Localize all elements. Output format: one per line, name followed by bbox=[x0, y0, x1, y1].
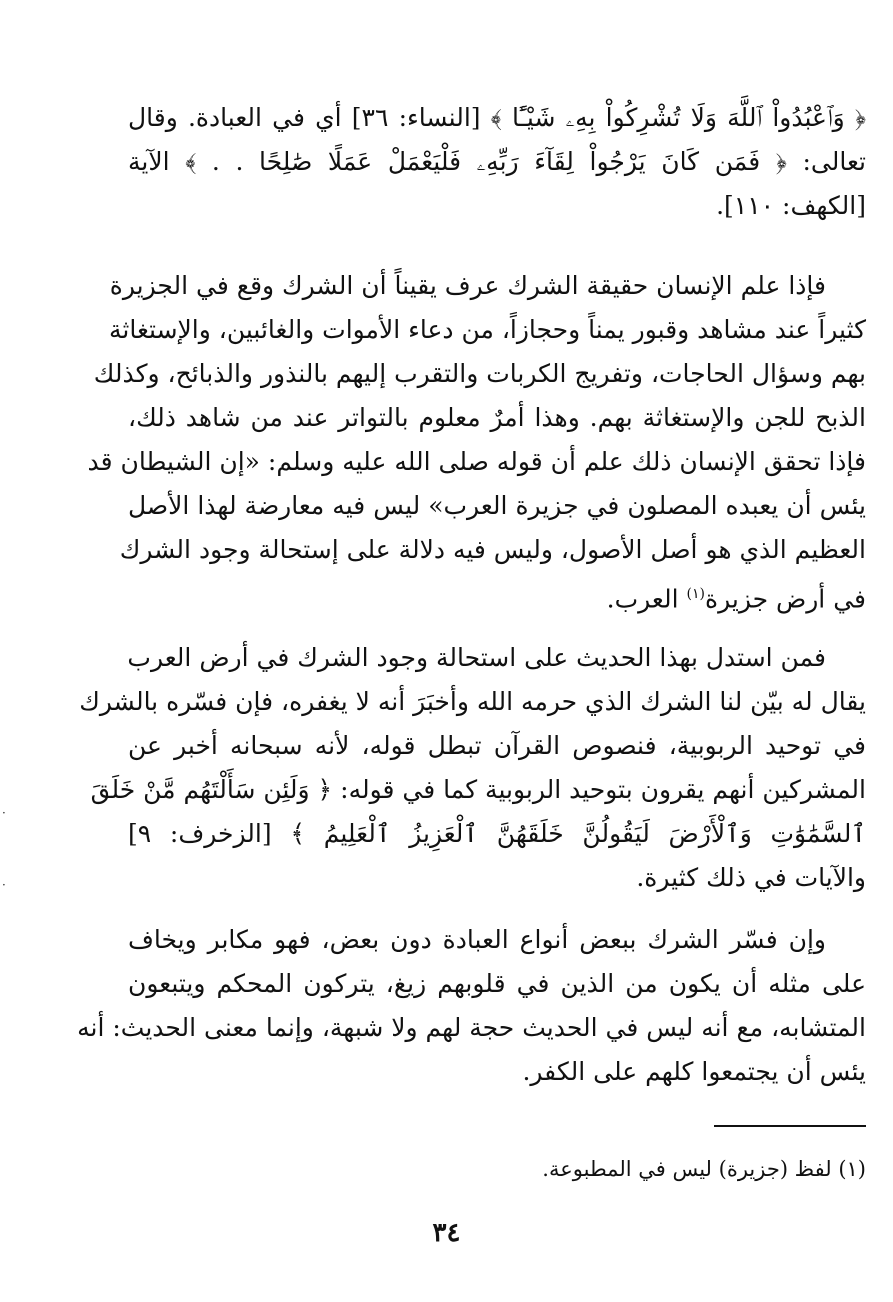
paragraph-4 bbox=[77, 918, 866, 1094]
paragraph-3-line-5: ٱلسَّمَٰوَٰتِ وَٱلْأَرْضَ لَيَقُولُنَّ خَلَقَهُنَّ ٱلْعَزِيزُ ٱلْعَلِيمُ ﴾ [الزخرف: ٩] bbox=[128, 819, 866, 848]
margin-mark-2: · bbox=[2, 878, 6, 892]
paragraph-2 bbox=[87, 264, 866, 616]
paragraph-2-line-3: بهم وسؤال الحاجات، وتفريج الكربات والتقرب إليهم بالنذور والذبائح، وكذلك bbox=[93, 359, 866, 388]
paragraph-1-line-3: [الكهف: ١١٠]. bbox=[716, 191, 866, 220]
paragraph-2-line-8 bbox=[128, 572, 866, 616]
paragraph-2-line-8-text: في أرض جزيرة bbox=[704, 584, 866, 614]
paragraph-4-line-2: على مثله أن يكون من الذين في قلوبهم زيغ، يتركون المحكم ويتبعون bbox=[128, 969, 866, 998]
page-number: ٣٤ bbox=[432, 1218, 461, 1248]
paragraph-3-line-4: المشركين أنهم يقرون بتوحيد الربوبية كما في قوله: ﴿ وَلَئِن سَأَلْتَهُم مَّنْ خَلَقَ bbox=[90, 775, 866, 804]
paragraph-2-line-7: العظيم الذي هو أصل الأصول، وليس فيه دلالة على إستحالة وجود الشرك bbox=[119, 535, 866, 564]
paragraph-3-line-3: في توحيد الربوبية، فنصوص القرآن تبطل قوله، لأنه سبحانه أخبر عن bbox=[128, 731, 866, 760]
footnote-reference-1: (١) bbox=[686, 586, 705, 602]
paragraph-2-line-4: الذبح للجن والإستغاثة بهم. وهذا أمرٌ معلوم بالتواتر عند من شاهد ذلك، bbox=[128, 403, 866, 432]
paragraph-3-line-2: يقال له بيّن لنا الشرك الذي حرمه الله وأخبَرَ أنه لا يغفره، فإن فسّره بالشرك bbox=[79, 687, 866, 716]
paragraph-1-line-2: تعالى: ﴿ فَمَن كَانَ يَرْجُواْ لِقَآءَ رَبِّهِۦ فَلْيَعْمَلْ عَمَلًا صَٰلِحًا . . ﴾ الآية bbox=[128, 147, 866, 176]
paragraph-1 bbox=[128, 96, 866, 228]
footnote-divider bbox=[714, 1125, 866, 1127]
paragraph-2-line-8-end: العرب. bbox=[606, 584, 687, 614]
paragraph-4-line-3: المتشابه، مع أنه ليس في الحديث حجة لهم ولا شبهة، وإنما معنى الحديث: أنه bbox=[77, 1013, 866, 1042]
paragraph-2-line-6: يئس أن يعبده المصلون في جزيرة العرب» ليس فيه معارضة لهذا الأصل bbox=[128, 491, 866, 520]
paragraph-4-line-1: وإن فسّر الشرك ببعض أنواع العبادة دون بعض، فهو مكابر ويخاف bbox=[128, 925, 826, 954]
paragraph-2-line-1: فإذا علم الإنسان حقيقة الشرك عرف يقيناً أن الشرك وقع في الجزيرة bbox=[109, 271, 826, 300]
paragraph-2-line-5: فإذا تحقق الإنسان ذلك علم أن قوله صلى الله عليه وسلم: «إن الشيطان قد bbox=[87, 447, 866, 476]
margin-mark-1: · bbox=[2, 806, 6, 820]
paragraph-3-line-1: فمن استدل بهذا الحديث على استحالة وجود الشرك في أرض العرب bbox=[127, 643, 826, 672]
footnote: (١) لفظ (جزيرة) ليس في المطبوعة. bbox=[542, 1157, 866, 1181]
paragraph-1-line-1: ﴿ وَٱعْبُدُواْ ٱللَّهَ وَلَا تُشْرِكُواْ بِهِۦ شَيْـًٔا ﴾ [النساء: ٣٦] أي في العبادة. وقال bbox=[128, 103, 866, 132]
paragraph-4-line-4: يئس أن يجتمعوا كلهم على الكفر. bbox=[522, 1057, 866, 1086]
paragraph-3-line-6: والآيات في ذلك كثيرة. bbox=[636, 863, 866, 892]
paragraph-2-line-2: كثيراً عند مشاهد وقبور يمناً وحجازاً، من دعاء الأموات والغائبين، والإستغاثة bbox=[109, 315, 866, 344]
paragraph-3 bbox=[79, 636, 866, 900]
